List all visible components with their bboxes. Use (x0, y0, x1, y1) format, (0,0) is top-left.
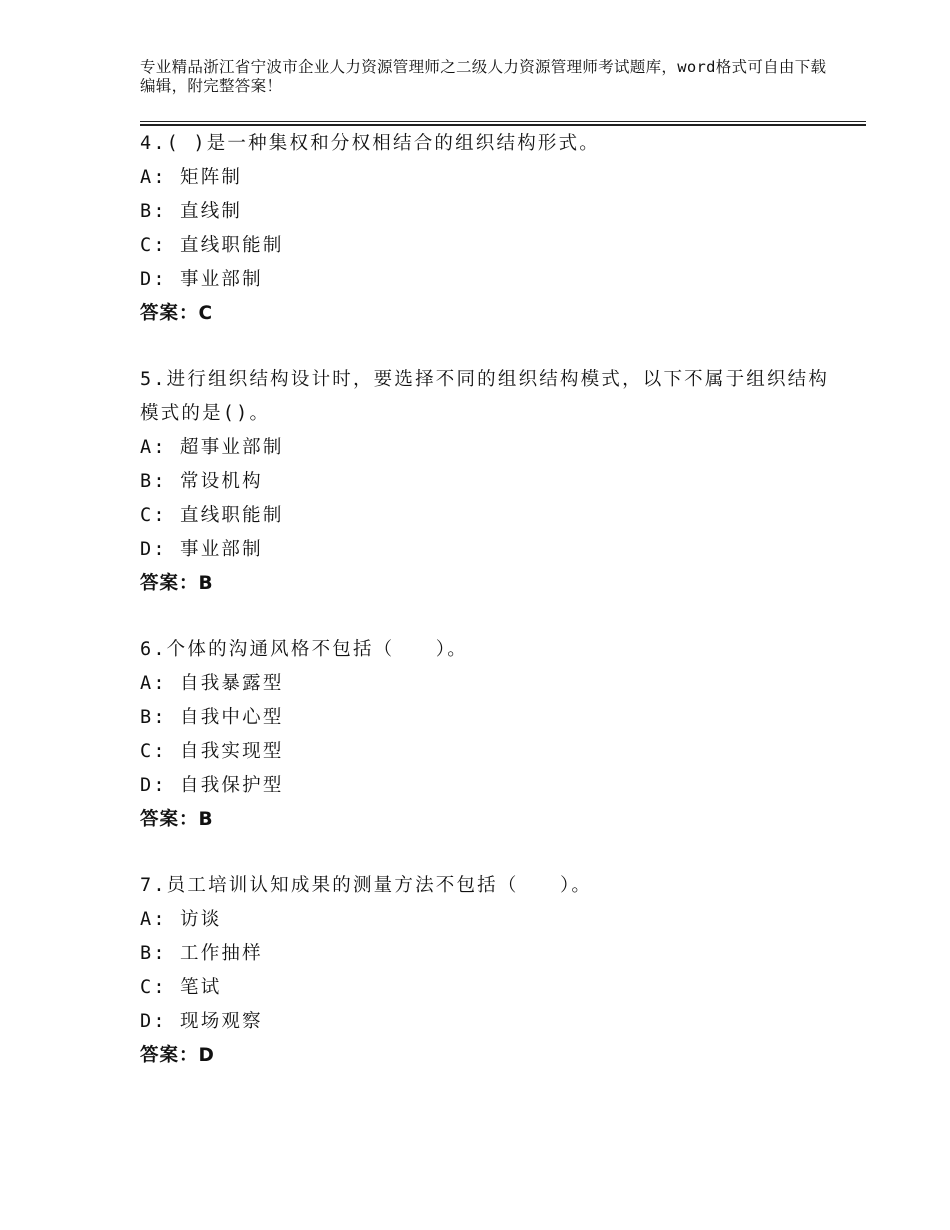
option-c: C: 自我实现型 (140, 741, 284, 762)
option-d: D: 事业部制 (140, 539, 263, 560)
question-5 (140, 363, 830, 601)
option-b: B: 自我中心型 (140, 707, 284, 728)
option-b: B: 工作抽样 (140, 943, 263, 964)
question-7 (140, 869, 830, 1073)
option-a: A: 访谈 (140, 909, 222, 930)
question-stem: 4.( )是一种集权和分权相结合的组织结构形式。 (140, 133, 600, 154)
header-rule-thick (140, 124, 866, 126)
option-d: D: 现场观察 (140, 1011, 263, 1032)
option-a: A: 自我暴露型 (140, 673, 284, 694)
question-6 (140, 633, 830, 837)
question-4 (140, 127, 830, 331)
answer: 答案：B (140, 809, 214, 830)
option-b: B: 常设机构 (140, 471, 263, 492)
option-d: D: 自我保护型 (140, 775, 284, 796)
answer: 答案：D (140, 1045, 215, 1066)
option-d: D: 事业部制 (140, 269, 263, 290)
option-a: A: 矩阵制 (140, 167, 243, 188)
answer: 答案：B (140, 573, 214, 594)
header-rule-thin (140, 121, 866, 122)
answer: 答案：C (140, 303, 214, 324)
question-stem: 5.进行组织结构设计时，要选择不同的组织结构模式，以下不属于组织结构模式的是()。 (140, 369, 830, 424)
option-c: C: 笔试 (140, 977, 222, 998)
option-c: C: 直线职能制 (140, 235, 284, 256)
option-c: C: 直线职能制 (140, 505, 284, 526)
question-list (140, 127, 830, 1073)
question-stem: 7.员工培训认知成果的测量方法不包括（ ）。 (140, 875, 593, 896)
question-stem: 6.个体的沟通风格不包括（ ）。 (140, 639, 468, 660)
option-a: A: 超事业部制 (140, 437, 284, 458)
option-b: B: 直线制 (140, 201, 243, 222)
document-header: 专业精品浙江省宁波市企业人力资源管理师之二级人力资源管理师考试题库，word格式可自由下载编辑，附完整答案！ (140, 58, 827, 95)
